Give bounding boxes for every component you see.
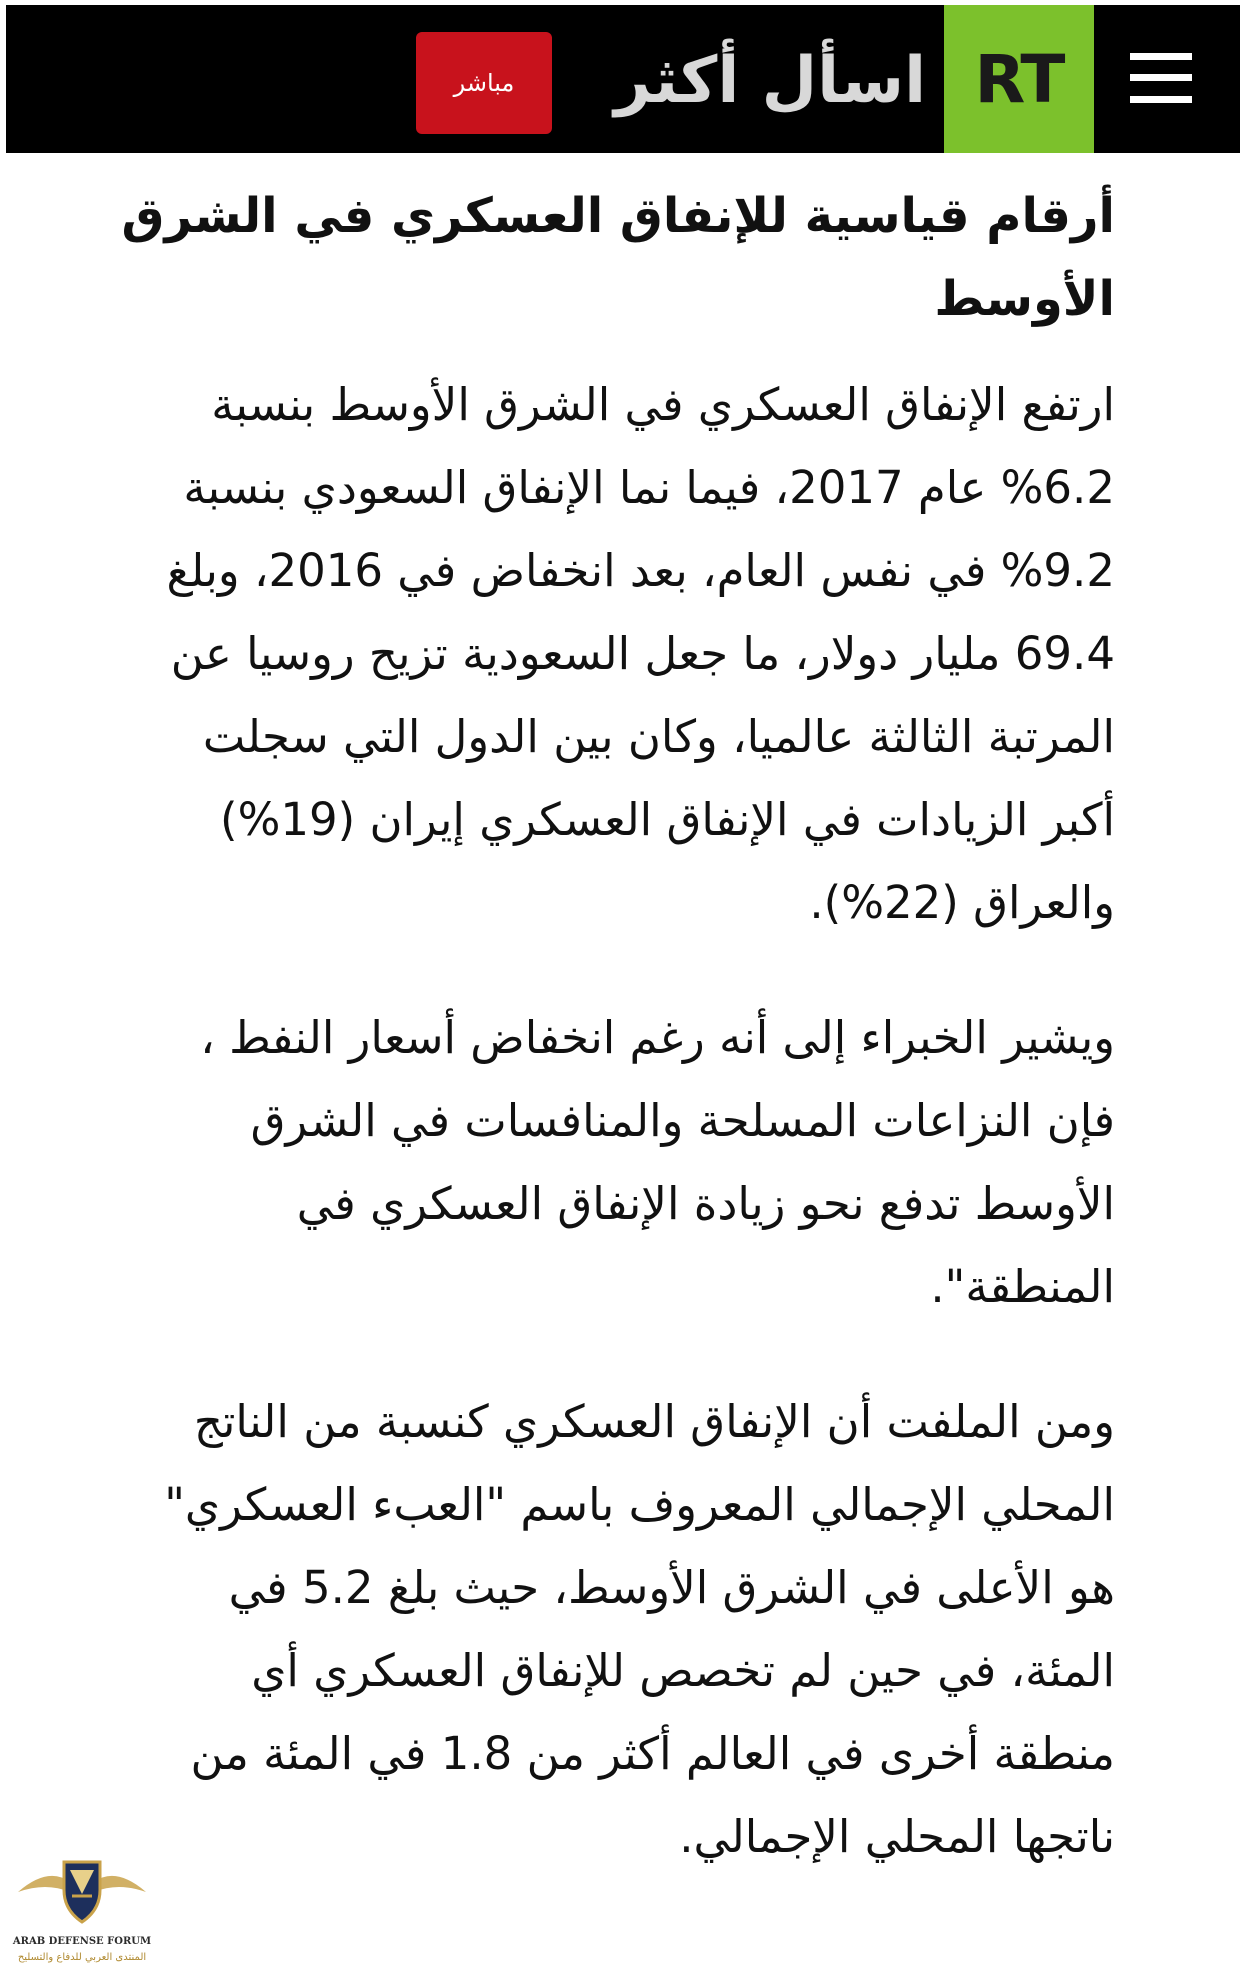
- article-body: [120, 175, 1115, 1930]
- watermark-arabic-name: المنتدى العربي للدفاع والتسليح: [17, 1952, 147, 1963]
- rt-logo[interactable]: [944, 5, 1094, 153]
- hamburger-menu-icon[interactable]: [1130, 53, 1192, 103]
- menu-line: [1130, 96, 1192, 103]
- article-paragraph: ارتفع الإنفاق العسكري في الشرق الأوسط بنسبة 6.2% عام 2017، فيما نما الإنفاق السعودي بنسبة 9.2% في نفس العام، بعد انخفاض في 2016، وبلغ 69.4 مليار دولار، ما جعل السعودية تزيح روسيا عن المرتبة الثالثة عالميا، وكان بين الدول التي سجلت أكبر الزيادات في الإنفاق العسكري إيران (19%) والعراق (22%).: [166, 378, 1115, 929]
- forum-watermark: [8, 1852, 156, 1980]
- article-headline: أرقام قياسية للإنفاق العسكري في الشرق الأوسط: [121, 188, 1115, 327]
- menu-line: [1130, 53, 1192, 60]
- watermark-english-name: ARAB DEFENSE FORUM: [12, 1936, 152, 1947]
- rt-logo-text: RT: [974, 40, 1064, 118]
- article-paragraph: ويشير الخبراء إلى أنه رغم انخفاض أسعار النفط ، فإن النزاعات المسلحة والمنافسات في الشرق الأوسط تدفع نحو زيادة الإنفاق العسكري في المنطقة".: [200, 1011, 1115, 1313]
- live-button[interactable]: مباشر: [416, 32, 552, 134]
- article-paragraph: ومن الملفت أن الإنفاق العسكري كنسبة من الناتج المحلي الإجمالي المعروف باسم "العبء العسكري" هو الأعلى في الشرق الأوسط، حيث بلغ 5.2 في المئة، في حين لم تخصص للإنفاق العسكري أي منطقة أخرى في العالم أكثر من 1.8 في المئة من ناتجها المحلي الإجمالي.: [164, 1395, 1115, 1863]
- site-tagline: اسأل أكثر: [614, 44, 926, 118]
- menu-line: [1130, 74, 1192, 81]
- top-navigation-bar: [6, 5, 1240, 153]
- winged-shield-logo: [8, 1852, 156, 1932]
